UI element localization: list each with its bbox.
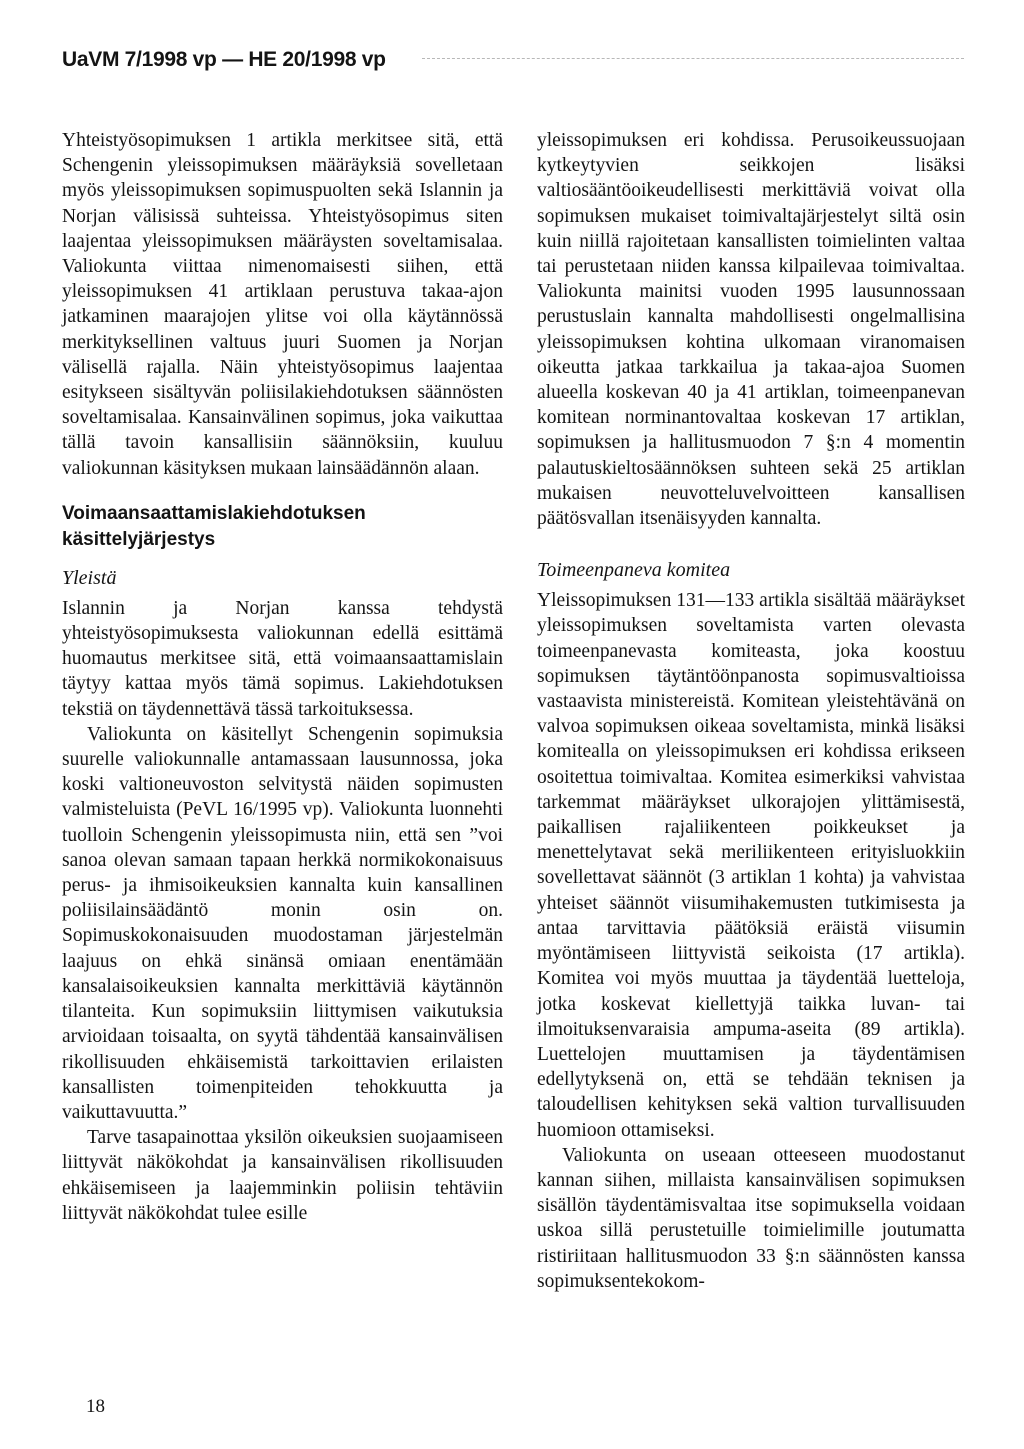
paragraph: Valiokunta on käsitellyt Schengenin sopimuksia suurelle valiokunnalle antamassaan lausunnossa, joka koski valtioneuvoston selvitystä näiden sopimusten valmisteluista (PeVL 16/1995 vp). Valiokunta luonnehti tuolloin Schengenin yleissopimusta niin, että sen ”voi sanoa olevan samaan tapaan herkkä normikokonaisuus perus- ja ihmisoikeuksien kannalta kuin kansallinen poliisilainsäädäntö monin osin on. Sopimuskokonaisuuden muodostaman järjestelmän laajuus on ehkä sinänsä omiaan enentämään kansalaisoikeuksien kannalta merkittäviä käytännön tilanteita. Kun sopimuksiin liittymisen vaikutuksia arvioidaan toisaalta, on syytä tähdentää kansainvälisen rikollisuuden ehkäisemistä tarkoittavien erilaisten kansallisten toimenpiteiden tehokkuutta ja vaikuttavuutta.” — [62, 723, 503, 1123]
section-heading: Voimaansaattamislakiehdotuksen käsittelyjärjestys — [62, 502, 366, 550]
paragraph: Yhteistyösopimuksen 1 artikla merkitsee sitä, että Schengenin yleissopimuksen määräyksiä sovelletaan myös yleissopimuksen sopimuspuolten sekä Islannin ja Norjan välisissä suhteissa. Yhteistyösopimus siten laajentaa yleissopimuksen määräysten soveltamisalaa. Valiokunta viittaa nimenomaisesti siihen, että yleissopimuksen 41 artiklaan perustuva takaa-ajon jatkaminen maarajojen ylitse voi olla käytännössä merkityksellinen valtuus juuri Suomen ja Norjan välisellä rajalla. Näin yhteistyösopimus laajentaa esitykseen sisältyvän poliisilakiehdotuksen säännösten soveltamisalaa. Kansainvälinen sopimus, joka vaikuttaa tällä tavoin kansallisiin säännöksiin, kuuluu valiokunnan käsityksen mukaan lainsäädännön alaan. — [62, 130, 503, 479]
left-column — [62, 128, 503, 1226]
document-identifier: UaVM 7/1998 vp — HE 20/1998 vp — [62, 48, 386, 71]
page-number: 18 — [86, 1396, 105, 1417]
subheading-yleista: Yleistä — [62, 566, 117, 589]
subheading-toimeenpaneva-komitea: Toimeenpaneva komitea — [537, 559, 731, 582]
running-header — [62, 48, 964, 84]
paragraph: Tarve tasapainottaa yksilön oikeuksien suojaamiseen liittyvät näkökohdat ja kansainvälisen rikollisuuden ehkäisemiseen ja laajemminkin poliisin tehtäviin liittyvät näkökohdat tulee esille — [62, 1127, 503, 1224]
paragraph: Islannin ja Norjan kanssa tehdystä yhteistyösopimuksesta valiokunnan edellä esittämä huomautus merkitsee sitä, että voimaansaattamislain täytyy kattaa myös tämä sopimus. Lakiehdotuksen tekstiä on täydennettävä tässä tarkoituksessa. — [62, 597, 503, 720]
right-column — [537, 128, 965, 1294]
paragraph: yleissopimuksen eri kohdissa. Perusoikeussuojaan kytkeytyvien seikkojen lisäksi valtiosääntöoikeudellisesti merkittäviä voivat olla sopimuksen mukaiset toimivaltajärjestelyt siltä osin kuin niillä rajoitetaan kansallisten toimielinten valtaa tai perustetaan niiden kanssa kilpailevaa toimivaltaa. Valiokunta mainitsi vuoden 1995 lausunnossaan perustuslain kannalta mahdollisesti ongelmallisina yleissopimuksen kohtina ulkomaan viranomaisen oikeutta jatkaa tarkkailua ja takaa-ajoa Suomen alueella koskevan 40 ja 41 artiklan, toimeenpanevan komitean norminantovaltaa koskevan 17 artiklan, sopimuksen ja hallitusmuodon 7 §:n 4 momentin palautuskieltosäännöksen suhteen sekä 25 artiklan mukaisen neuvotteluvelvoitteen kansallisen päätösvallan itsenäisyyden kannalta. — [537, 130, 965, 530]
paragraph: Yleissopimuksen 131—133 artikla sisältää määräykset yleissopimuksen soveltamista varten olevasta toimeenpanevasta komiteasta, joka koostuu sopimuksen täytäntöönpanosta sopimusvaltioissa vastaavista ministereistä. Komitean yleistehtävänä on valvoa sopimuksen oikeaa soveltamista, minkä lisäksi komitealla on yleissopimuksen eri kohdissa erikseen osoitettua toimivaltaa. Komitea esimerkiksi vahvistaa tarkemmat määräykset ulkorajojen ylittämisestä, paikallisen rajaliikenteen poikkeukset ja menettelytavat sekä meriliikenteen erityisluokkiin sovellettavat säännöt (3 artiklan 1 kohta) ja vahvistaa yhteiset säännöt viisumihakemusten tutkimisesta ja antaa tarvittavia päätöksiä eräistä viisumin myöntämiseen liittyvistä seikoista (17 artikla). Komitea voi myös muuttaa ja täydentää luetteloja, jotka koskevat kiellettyjä taikka luvan- tai ilmoituksenvaraisia ampuma-aseita (89 artikla). Luettelojen muuttamisen ja täydentämisen edellytyksenä on, että se tehdään teknisen ja taloudellisen kehityksen sekä valtion turvallisuuden huomioon ottamiseksi. — [537, 590, 965, 1141]
header-rule — [422, 58, 964, 59]
paragraph: Valiokunta on useaan otteeseen muodostanut kannan siihen, millaista kansainvälisen sopimuksen sisällön täydentämisvaltaa itse sopimuksella voidaan uskoa sillä perustetuille toimielimille joutumatta ristiriitaan hallitusmuodon 33 §:n säännösten kanssa sopimuksentekokom- — [537, 1144, 965, 1292]
